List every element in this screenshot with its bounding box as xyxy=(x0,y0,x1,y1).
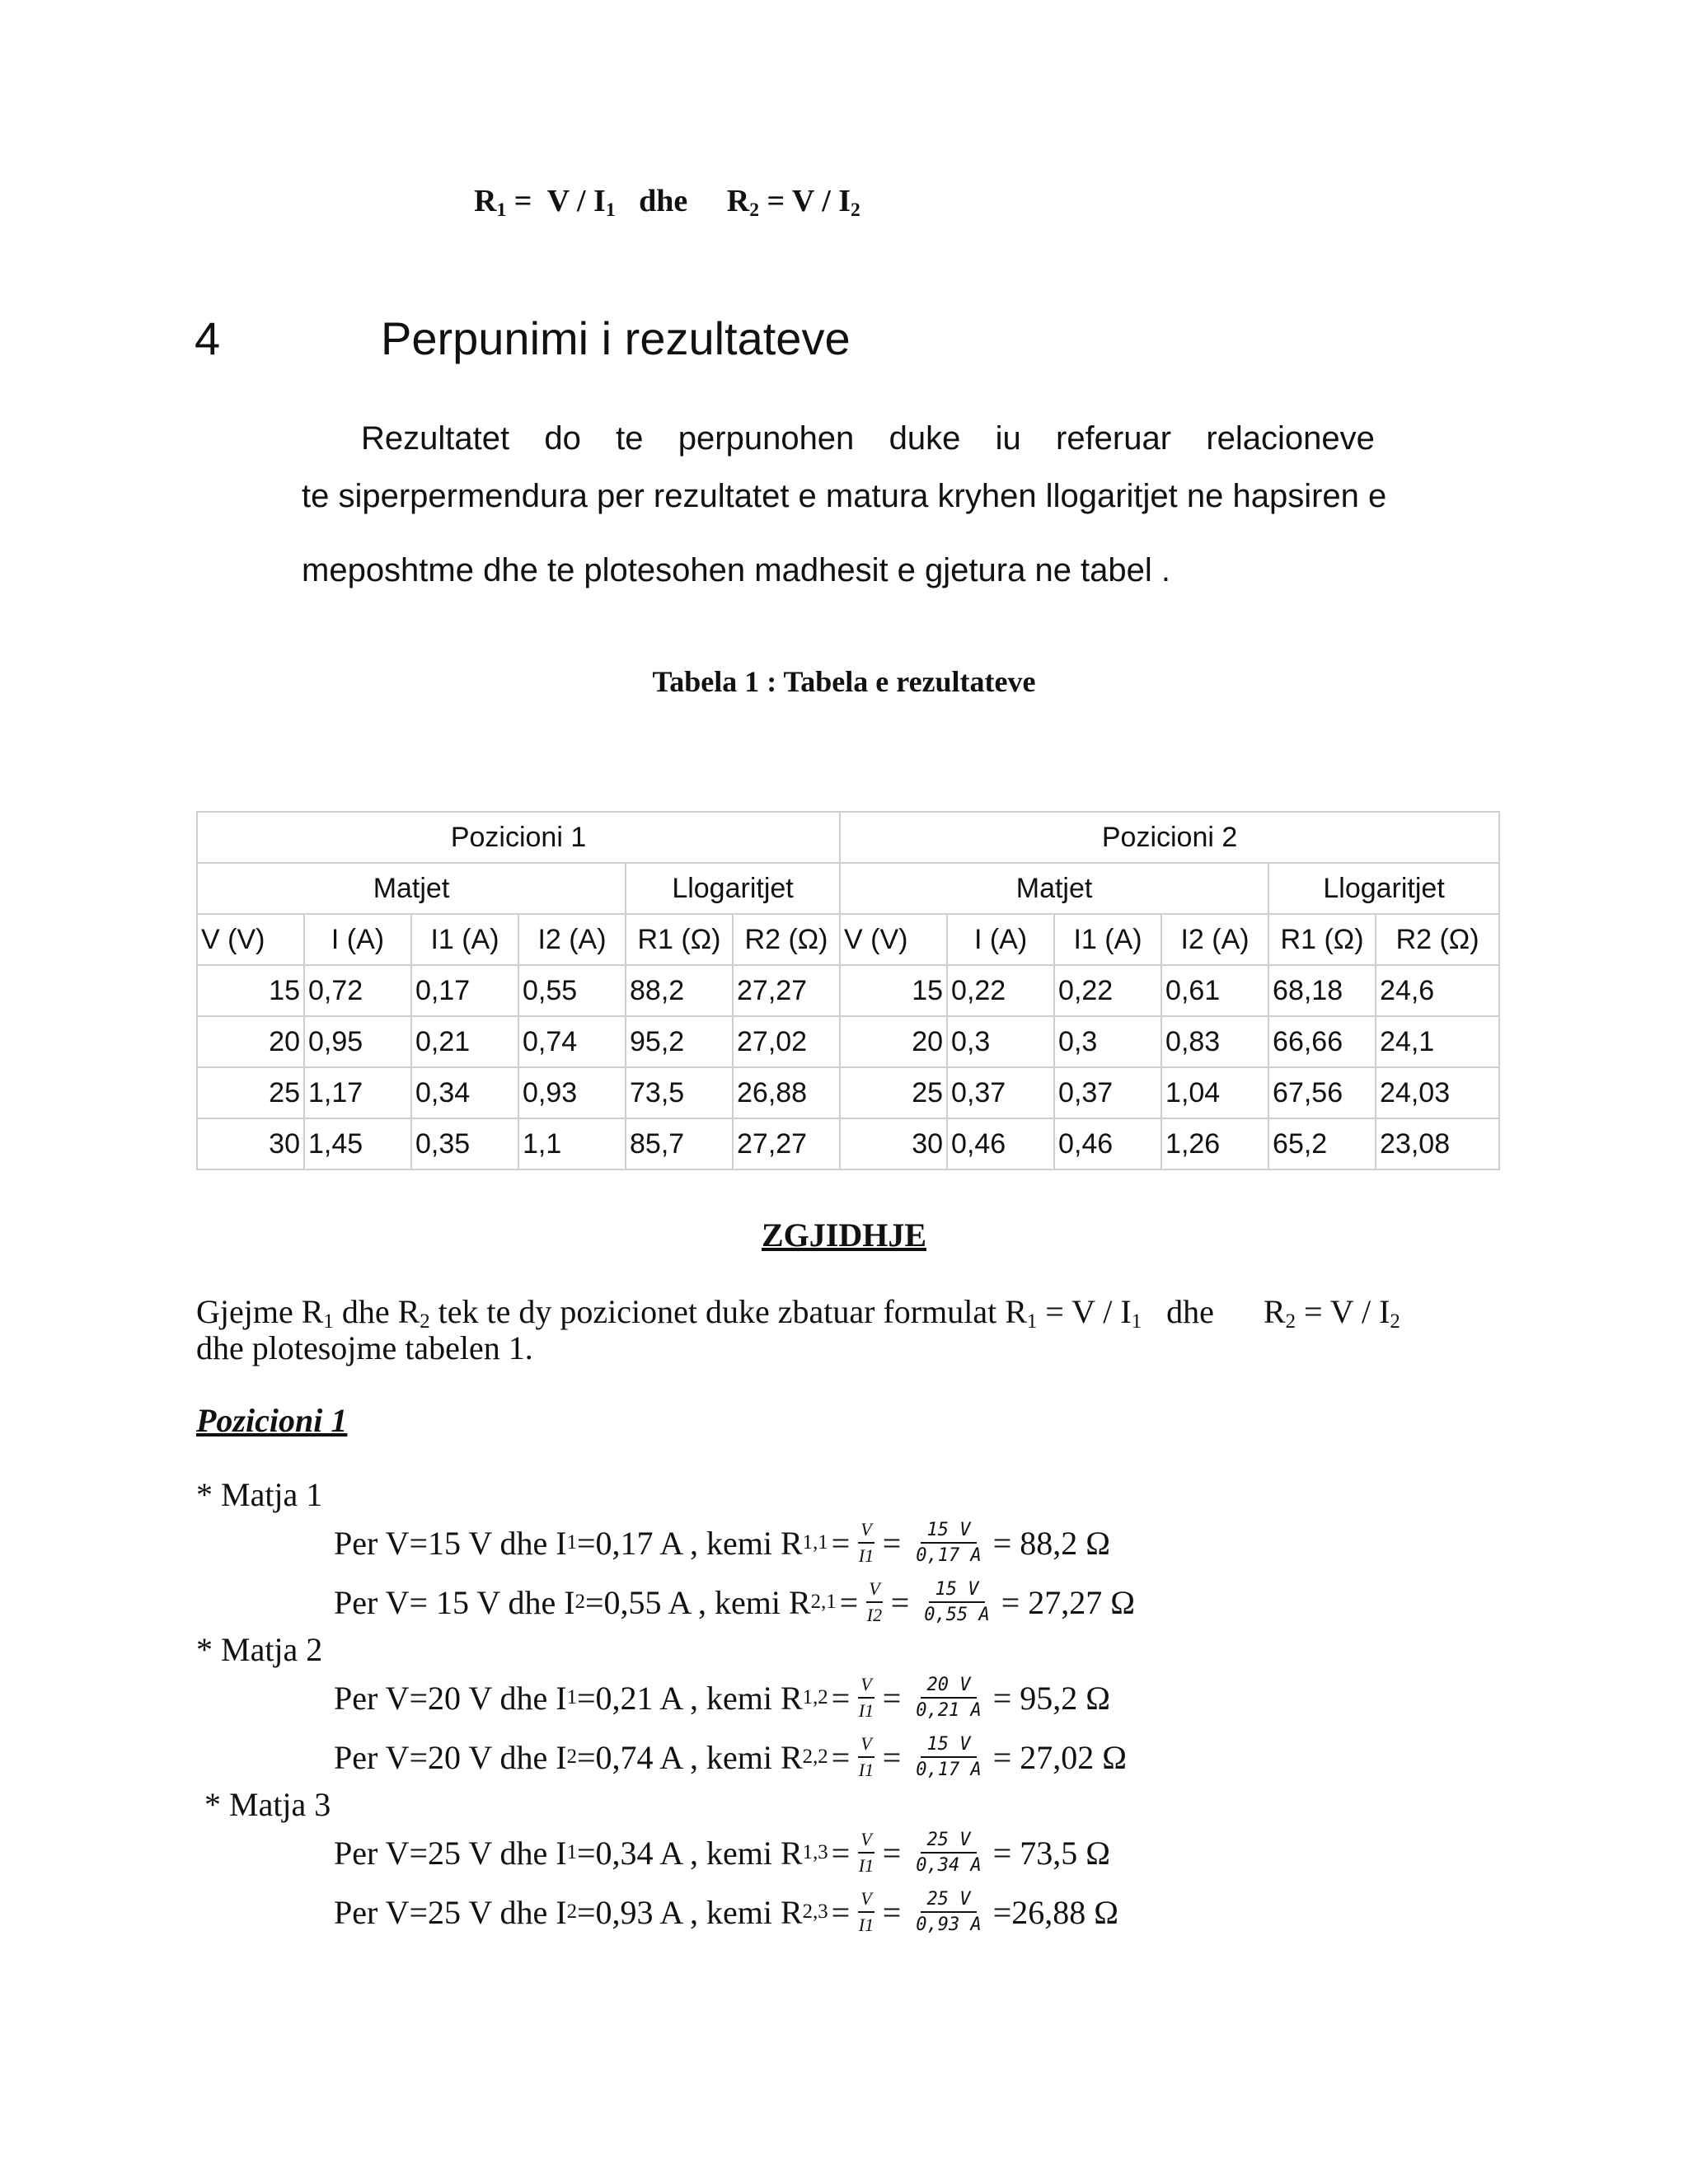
table-cell: 0,55 xyxy=(518,965,626,1016)
results-table xyxy=(196,811,1500,1170)
table-cell: 27,27 xyxy=(733,965,840,1016)
measurement-label: * Matja 1 xyxy=(196,1476,323,1513)
table-cell: 25 xyxy=(840,1067,947,1118)
group-header-position-1: Pozicioni 1 xyxy=(197,812,840,863)
table-cell: 0,95 xyxy=(304,1016,411,1067)
calculation-line: Per V= 15 V dhe I 2 =0,55 A , kemi R 2,1 = $\frac{V}{I2}$ = $\frac{15 V}{0,55 A}$ = 27,27 Ω xyxy=(334,1578,1136,1625)
table-cell: 24,03 xyxy=(1376,1067,1499,1118)
paragraph-word: referuar xyxy=(1056,420,1172,457)
column-header: V (V) xyxy=(197,914,304,965)
subgroup-header: Matjet xyxy=(197,863,626,914)
table-cell: 15 xyxy=(197,965,304,1016)
table-cell: 20 xyxy=(197,1016,304,1067)
table-cell: 0,34 xyxy=(411,1067,518,1118)
value-fraction: $\frac{25 V}{0,34 A}$ xyxy=(916,1830,982,1876)
header-formula: $R_1 = V / I_1$ dhe $R_2 = V / I_2$ xyxy=(474,184,860,221)
formula-fraction: $\frac{V}{I1}$ xyxy=(858,1674,874,1721)
paragraph-word: duke xyxy=(889,420,961,457)
table-subgroup-row xyxy=(197,863,1499,914)
table-cell: 0,46 xyxy=(947,1118,1054,1169)
table-caption: Tabela 1 : Tabela e rezultateve xyxy=(652,665,1036,698)
calculation-line: Per V=20 V dhe I 2 =0,74 A , kemi R 2,2 = $\frac{V}{I1}$ = $\frac{15 V}{0,17 A}$ = 27,02 Ω xyxy=(334,1733,1128,1780)
table-group-row xyxy=(197,812,1499,863)
solution-intro-line-2: dhe plotesojme tabelen 1. xyxy=(196,1329,533,1366)
subgroup-header: Llogaritjet xyxy=(626,863,840,914)
paragraph-line-2: te siperpermendura per rezultatet e matura kryhen llogaritjet ne hapsiren e xyxy=(302,478,1387,514)
table-cell: 24,6 xyxy=(1376,965,1499,1016)
paragraph-line-1 xyxy=(361,420,1375,457)
column-header: I2 (A) xyxy=(1161,914,1268,965)
column-header: V (V) xyxy=(840,914,947,965)
table-cell: 88,2 xyxy=(626,965,733,1016)
table-cell: 0,22 xyxy=(947,965,1054,1016)
table-cell: 0,35 xyxy=(411,1118,518,1169)
table-cell: 73,5 xyxy=(626,1067,733,1118)
table-cell: 1,04 xyxy=(1161,1067,1268,1118)
value-fraction: $\frac{15 V}{0,17 A}$ xyxy=(916,1734,982,1780)
paragraph-word: do xyxy=(544,420,581,457)
column-header: I2 (A) xyxy=(518,914,626,965)
group-header-position-2: Pozicioni 2 xyxy=(840,812,1499,863)
column-header: R2 (Ω) xyxy=(1376,914,1499,965)
paragraph-word: te xyxy=(616,420,644,457)
value-fraction: $\frac{15 V}{0,55 A}$ xyxy=(924,1579,990,1625)
table-cell: 0,72 xyxy=(304,965,411,1016)
column-header: I1 (A) xyxy=(1054,914,1161,965)
table-cell: 0,21 xyxy=(411,1016,518,1067)
table-cell: 30 xyxy=(840,1118,947,1169)
solution-intro-line-1: Gjejme $R_1$ dhe $R_2$ tek te dy pozicionet duke zbatuar formulat $R_1 = V / I_1$ dhe $R_2 = V / I_2$ xyxy=(196,1293,1400,1333)
table-cell: 0,93 xyxy=(518,1067,626,1118)
table-cell: 1,45 xyxy=(304,1118,411,1169)
formula-fraction: $\frac{V}{I2}$ xyxy=(866,1578,883,1625)
table-cell: 65,2 xyxy=(1268,1118,1376,1169)
formula-fraction: $\frac{V}{I1}$ xyxy=(858,1519,874,1566)
calculation-line: Per V=20 V dhe I 1 =0,21 A , kemi R 1,2 = $\frac{V}{I1}$ = $\frac{20 V}{0,21 A}$ = 95,2 Ω xyxy=(334,1674,1111,1721)
calculation-line: Per V=15 V dhe I 1 =0,17 A , kemi R 1,1 = $\frac{V}{I1}$ = $\frac{15 V}{0,17 A}$ = 88,2 Ω xyxy=(334,1519,1111,1566)
table-cell: 66,66 xyxy=(1268,1016,1376,1067)
table-cell: 24,1 xyxy=(1376,1016,1499,1067)
table-cell: 0,37 xyxy=(947,1067,1054,1118)
table-cell: 25 xyxy=(197,1067,304,1118)
column-header: I (A) xyxy=(304,914,411,965)
position-heading: Pozicioni 1 xyxy=(196,1402,348,1439)
solution-heading: ZGJIDHJE xyxy=(761,1216,927,1254)
table-row xyxy=(197,965,1499,1016)
table-cell: 0,37 xyxy=(1054,1067,1161,1118)
table-cell: 1,17 xyxy=(304,1067,411,1118)
paragraph-word: perpunohen xyxy=(678,420,855,457)
column-header: R2 (Ω) xyxy=(733,914,840,965)
table-cell: 67,56 xyxy=(1268,1067,1376,1118)
formula-fraction: $\frac{V}{I1}$ xyxy=(858,1829,874,1876)
measurement-label: * Matja 2 xyxy=(196,1631,323,1668)
table-cell: 0,83 xyxy=(1161,1016,1268,1067)
table-cell: 27,27 xyxy=(733,1118,840,1169)
paragraph-word: relacioneve xyxy=(1206,420,1375,457)
table-cell: 85,7 xyxy=(626,1118,733,1169)
calculation-line: Per V=25 V dhe I 2 =0,93 A , kemi R 2,3 = $\frac{V}{I1}$ = $\frac{25 V}{0,93 A}$ =26,88 Ω xyxy=(334,1888,1119,1935)
section-title: Perpunimi i rezultateve xyxy=(381,312,851,364)
formula-fraction: $\frac{V}{I1}$ xyxy=(858,1888,874,1935)
paragraph-word: Rezultatet xyxy=(361,420,510,457)
table-cell: 0,17 xyxy=(411,965,518,1016)
column-header: R1 (Ω) xyxy=(1268,914,1376,965)
value-fraction: $\frac{15 V}{0,17 A}$ xyxy=(916,1520,982,1566)
table-cell: 0,46 xyxy=(1054,1118,1161,1169)
table-row xyxy=(197,1067,1499,1118)
value-fraction: $\frac{20 V}{0,21 A}$ xyxy=(916,1675,982,1721)
measurement-label: * Matja 3 xyxy=(196,1786,331,1823)
table-row xyxy=(197,1016,1499,1067)
table-cell: 0,22 xyxy=(1054,965,1161,1016)
table-cell: 23,08 xyxy=(1376,1118,1499,1169)
table-cell: 1,26 xyxy=(1161,1118,1268,1169)
paragraph-word: iu xyxy=(995,420,1021,457)
table-cell: 0,3 xyxy=(947,1016,1054,1067)
table-cell: 68,18 xyxy=(1268,965,1376,1016)
table-cell: 1,1 xyxy=(518,1118,626,1169)
table-cell: 20 xyxy=(840,1016,947,1067)
subgroup-header: Matjet xyxy=(840,863,1268,914)
formula-fraction: $\frac{V}{I1}$ xyxy=(858,1733,874,1780)
table-cell: 26,88 xyxy=(733,1067,840,1118)
table-cell: 0,3 xyxy=(1054,1016,1161,1067)
column-header: R1 (Ω) xyxy=(626,914,733,965)
table-cell: 95,2 xyxy=(626,1016,733,1067)
subgroup-header: Llogaritjet xyxy=(1268,863,1499,914)
table-cell: 0,61 xyxy=(1161,965,1268,1016)
table-cell: 0,74 xyxy=(518,1016,626,1067)
value-fraction: $\frac{25 V}{0,93 A}$ xyxy=(916,1889,982,1935)
table-row xyxy=(197,1118,1499,1169)
table-cell: 15 xyxy=(840,965,947,1016)
column-header: I1 (A) xyxy=(411,914,518,965)
section-number: 4 xyxy=(195,312,221,364)
column-header: I (A) xyxy=(947,914,1054,965)
calculation-line: Per V=25 V dhe I 1 =0,34 A , kemi R 1,3 = $\frac{V}{I1}$ = $\frac{25 V}{0,34 A}$ = 73,5 Ω xyxy=(334,1829,1111,1876)
table-header-row xyxy=(197,914,1499,965)
table-cell: 30 xyxy=(197,1118,304,1169)
table-cell: 27,02 xyxy=(733,1016,840,1067)
paragraph-line-3: meposhtme dhe te plotesohen madhesit e gjetura ne tabel . xyxy=(302,552,1171,588)
